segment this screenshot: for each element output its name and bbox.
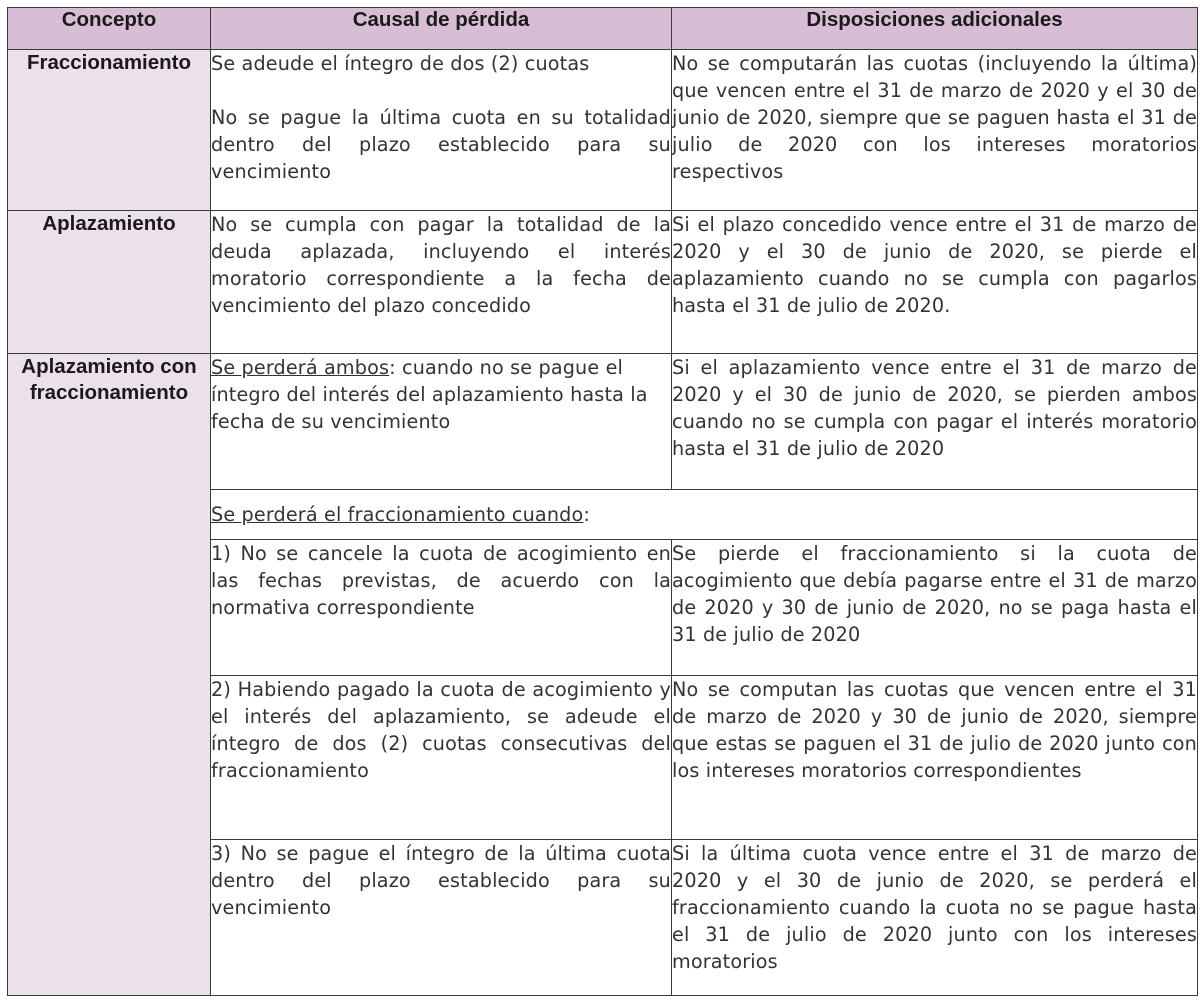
causal-fraccionamiento-2: No se pague la última cuota en su totalidad dentro del plazo establecido para su vencimiento (211, 106, 671, 183)
causal-ambos-text (211, 354, 671, 435)
causal-item-3 (211, 840, 672, 996)
fraccionamiento-subheader-text (211, 501, 1197, 528)
causal-ambos (211, 354, 672, 490)
causal-ambos-body: : cuando no se pague el íntegro del interés del aplazamiento hasta la fecha de su vencimiento (211, 356, 648, 433)
disposicion-item-3-text: Si la última cuota vence entre el 31 de marzo de 2020 y el 30 de junio de 2020, se perderá el fraccionamiento cuando la cuota no se pague hasta el 31 de julio de 2020 junto con los intereses moratorios (672, 842, 1197, 973)
disposicion-item-1-text: Se pierde el fraccionamiento si la cuota de acogimiento que debía pagarse entre el 31 de marzo de 2020 y 30 de junio de 2020, no se paga hasta el 31 de julio de 2020 (672, 542, 1197, 646)
disposicion-item-2-text: No se computan las cuotas que vencen entre el 31 de marzo de 2020 y 30 de junio de 2020, siempre que estas se paguen el 31 de julio de 2020 junto con los intereses moratorios correspondientes (672, 678, 1197, 782)
causal-fraccionamiento-1: Se adeude el íntegro de dos (2) cuotas (211, 52, 590, 75)
disposicion-item-1 (672, 540, 1198, 676)
loss-conditions-table (7, 7, 1198, 996)
disposicion-aplazamiento-text: Si el plazo concedido vence entre el 31 de marzo de 2020 y el 30 de junio de 2020, se pierde el aplazamiento cuando no se cumpla con pagarlos hasta el 31 de julio de 2020. (672, 213, 1197, 317)
disposicion-ambos (672, 354, 1198, 490)
concept-aplazamiento-fraccionamiento: Aplazamiento con fraccionamiento (8, 354, 211, 996)
causal-ambos-label: Se perderá ambos (211, 356, 390, 379)
disposicion-ambos-text: Si el aplazamiento vence entre el 31 de marzo de 2020 y el 30 de junio de 2020, se pierden ambos cuando no se cumpla con pagar el interés moratorio hasta el 31 de julio de 2020 (672, 356, 1197, 460)
causal-item-1 (211, 540, 672, 676)
causal-aplazamiento (211, 211, 672, 354)
causal-item-2-text: 2) Habiendo pagado la cuota de acogimiento y el interés del aplazamiento, se adeude el íntegro de dos (2) cuotas consecutivas del fraccionamiento (211, 678, 671, 782)
disposicion-aplazamiento (672, 211, 1198, 354)
header-row (8, 8, 1198, 50)
fraccionamiento-subheader-label: Se perderá el fraccionamiento cuando (211, 503, 584, 526)
disposicion-fraccionamiento-text: No se computarán las cuotas (incluyendo la última) que vencen entre el 31 de marzo de 2020 y el 30 de junio de 2020, siempre que se paguen hasta el 31 de julio de 2020 con los intereses moratorios respectivos (672, 52, 1197, 183)
concept-fraccionamiento: Fraccionamiento (8, 50, 211, 211)
causal-fraccionamiento (211, 50, 672, 211)
table-row-aplazamiento (8, 211, 1198, 354)
concept-aplazamiento: Aplazamiento (8, 211, 211, 354)
causal-item-3-text: 3) No se pague el íntegro de la última cuota dentro del plazo establecido para su vencimiento (211, 842, 671, 919)
causal-aplazamiento-text: No se cumpla con pagar la totalidad de la deuda aplazada, incluyendo el interés moratorio correspondiente a la fecha de vencimiento del plazo concedido (211, 213, 671, 317)
header-disposiciones: Disposiciones adicionales (672, 8, 1198, 50)
disposicion-item-2 (672, 676, 1198, 840)
disposicion-item-3 (672, 840, 1198, 996)
disposicion-fraccionamiento (672, 50, 1198, 211)
table-row-fraccionamiento (8, 50, 1198, 211)
fraccionamiento-subheader-suffix: : (583, 503, 590, 526)
header-causal: Causal de pérdida (211, 8, 672, 50)
fraccionamiento-subheader (211, 490, 1198, 540)
table-row-ambos (8, 354, 1198, 490)
causal-item-2 (211, 676, 672, 840)
header-concepto: Concepto (8, 8, 211, 50)
causal-item-1-text: 1) No se cancele la cuota de acogimiento en las fechas previstas, de acuerdo con la normativa correspondiente (211, 542, 671, 619)
